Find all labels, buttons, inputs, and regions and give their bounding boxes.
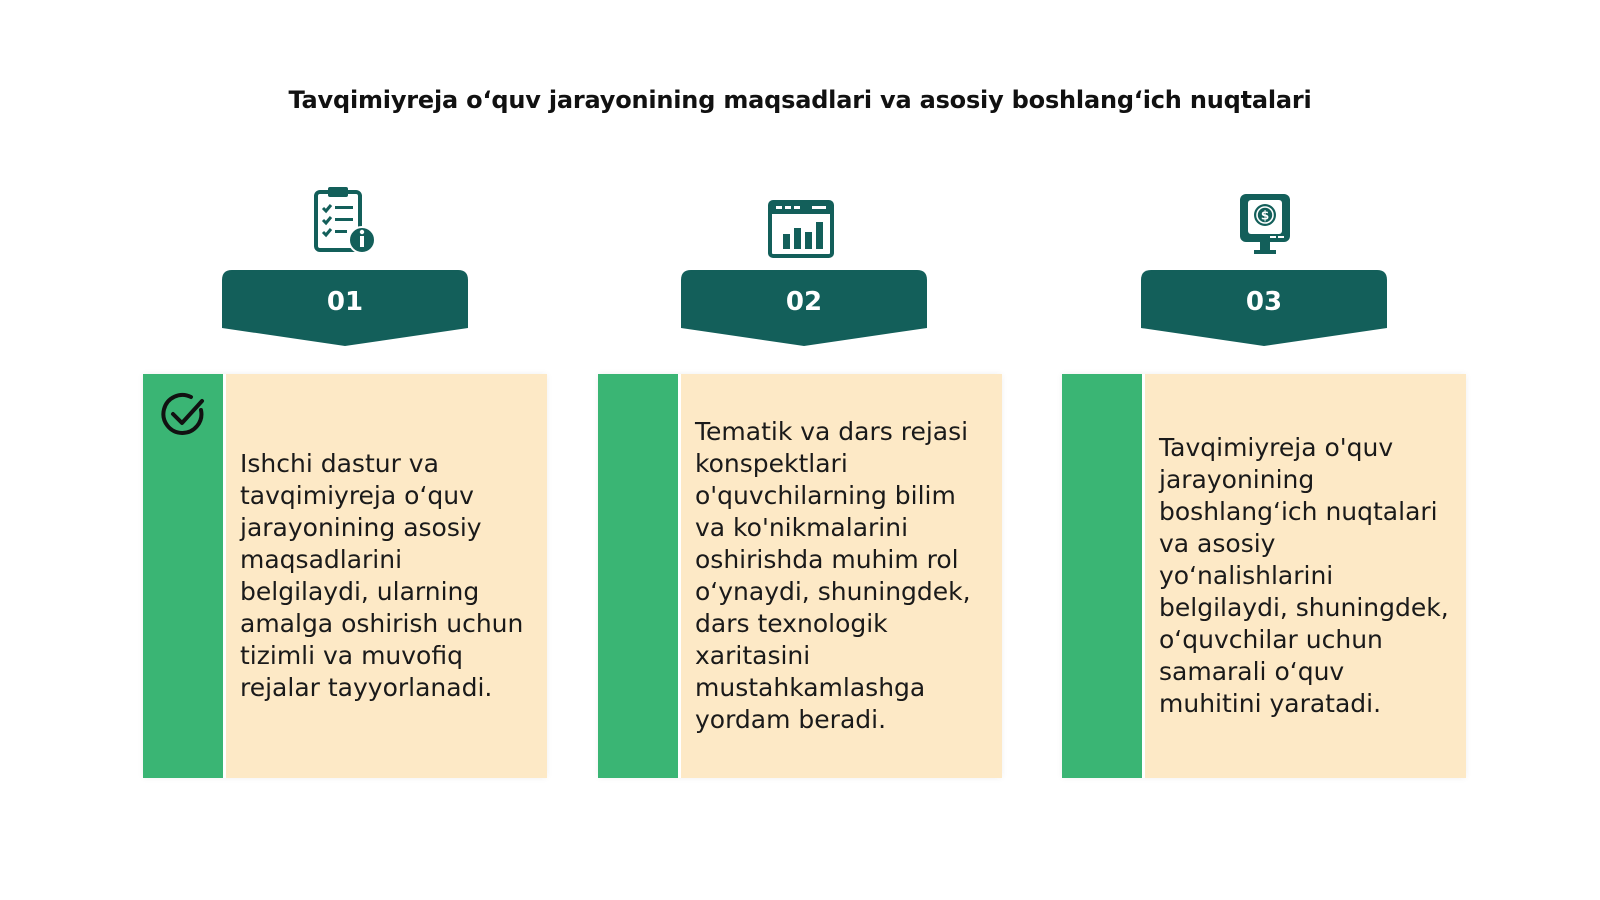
step-card-1 — [143, 374, 547, 778]
card-body — [226, 374, 547, 778]
step-number: 03 — [1245, 287, 1283, 317]
card-stripe — [1062, 374, 1142, 778]
step-number: 01 — [326, 287, 364, 317]
card-body — [681, 374, 1002, 778]
page-title: Tavqimiyreja o‘quv jarayonining maqsadlari va asosiy boshlang‘ich nuqtalari — [288, 86, 1312, 114]
step-card-3 — [1062, 374, 1466, 778]
check-circle-icon — [161, 392, 207, 438]
card-stripe — [598, 374, 678, 778]
bar-chart-window-icon — [766, 196, 836, 266]
clipboard-checklist-info-icon — [310, 186, 380, 256]
step-badge-2 — [681, 270, 927, 350]
card-body — [1145, 374, 1466, 778]
step-badge-1 — [222, 270, 468, 350]
step-text: Tematik va dars rejasi konspektlari o'quvchilarning bilim va ko'nikmalarini oshirishda muhim rol o‘ynaydi, shuningdek, dars texnologik xaritasini mustahkamlashga yordam beradi. — [695, 417, 971, 734]
step-text: Ishchi dastur va tavqimiyreja o‘quv jarayonining asosiy maqsadlarini belgilaydi, ularning amalga oshirish uchun tizimli va muvofiq rejalar tayyorlanadi. — [240, 449, 524, 702]
card-stripe — [143, 374, 223, 778]
dollar-monitor-icon — [1230, 190, 1300, 260]
step-text: Tavqimiyreja o'quv jarayonining boshlang‘ich nuqtalari va asosiy yo‘nalishlarini belgilaydi, shuningdek, o‘quvchilar uchun samarali o‘quv muhitini yaratadi. — [1159, 433, 1449, 718]
step-card-2 — [598, 374, 1002, 778]
svg-text:$: $ — [1260, 208, 1270, 223]
step-number: 02 — [785, 287, 823, 317]
step-badge-3 — [1141, 270, 1387, 350]
